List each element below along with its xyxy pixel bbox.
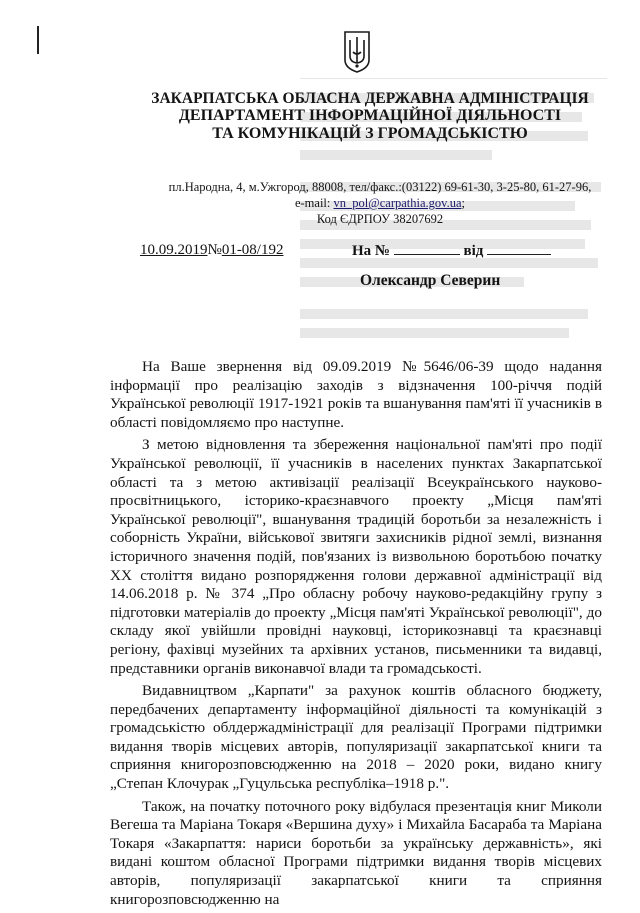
registration-number: 01-08/192 (221, 242, 284, 258)
paragraph: З метою відновлення та збереження національної пам'яті про події Української революції, її учасників в населених пунктах Закарпатської області та з метою активізації реалізації Всеукраїнського науково-просвітницького, історико-краєзнавчого проекту „Місця пам'яті Української революції", вшанування традицій боротьби за незалежність і соборність України, військової звитяги захисників рідної землі, визнання історичного значення подій, пов'язаних із визвольною боротьбою початку ХХ століття видано розпорядження голови державної адміністрації від 14.06.2018 р. № 374 „Про обласну робочу науково-редакційну групу з підготовки матеріалів до проекту „Місця пам'яті Української революції", до складу якої увійшли провідні науковці, історикознавці та краєзнавці регіону, фахівці музейних та архівних установ, письменники та видавці, представники органів виконавчої влади та громадськості. (110, 436, 602, 677)
recipient-name: Олександр Северин (360, 272, 501, 289)
contact-block (140, 179, 620, 227)
margin-mark (37, 26, 39, 54)
email-link[interactable]: vn_pol@carpathia.gov.ua (333, 196, 462, 210)
letter-body (110, 358, 602, 913)
email-prefix: e-mail: (294, 196, 334, 210)
na-label: На № (352, 243, 390, 259)
paragraph: На Ваше звернення від 09.09.2019 №5646/06-39 щодо надання інформації про реалізацію заходів з відзначення 100-річчя подій Української революції 1917-1921 років та вшанування пам'яті її учасників в області повідомляємо про наступне. (110, 358, 602, 431)
department-name-line1: ДЕПАРТАМЕНТ ІНФОРМАЦІЙНОЇ ДІЯЛЬНОСТІ (178, 107, 562, 124)
incoming-reference (352, 242, 551, 260)
edrpou-code: Код ЄДРПОУ 38207692 (316, 212, 444, 226)
number-sign: № (207, 242, 222, 258)
org-name: ЗАКАРПАТСЬКА ОБЛАСНА ДЕРЖАВНА АДМІНІСТРАЦІЯ (151, 90, 589, 107)
email-line (140, 195, 620, 211)
registration-date: 10.09.2019 (140, 242, 208, 258)
email-suffix: ; (461, 196, 466, 210)
na-blank (394, 242, 460, 255)
outgoing-registration (140, 242, 283, 259)
paragraph: Також, на початку поточного року відбулася презентація книг Миколи Вегеша та Маріана Токаря «Вершина духу» і Михайла Басараба та Маріана Токаря «Закарпаття: нариси боротьби за українську державність», які видані коштом обласної Програми підтримки видання творів місцевих авторів, популяризації закарпатської книги та сприяння книгорозповсюдженню на (110, 797, 602, 908)
paragraph: Видавництвом „Карпати" за рахунок коштів обласного бюджету, передбачених департаменту інформаційної діяльності та комунікацій з громадськістю облдержадміністрації для реалізації Програми підтримки видання творів місцевих авторів, популяризації закарпатської книги та сприяння книгорозповсюдженню на 2018 – 2020 роки, видано книгу „Степан Клочурак „Гуцульська республіка–1918 р.". (110, 682, 602, 793)
address-line: пл.Народна, 4, м.Ужгород, 88008, тел/факс.:(03122) 69-61-30, 3-25-80, 61-27-96, (168, 180, 592, 194)
vid-blank (487, 242, 551, 255)
department-name-line2: ТА КОМУНІКАЦІЙ З ГРОМАДСЬКІСТЮ (212, 125, 528, 142)
vid-label: від (463, 243, 484, 259)
